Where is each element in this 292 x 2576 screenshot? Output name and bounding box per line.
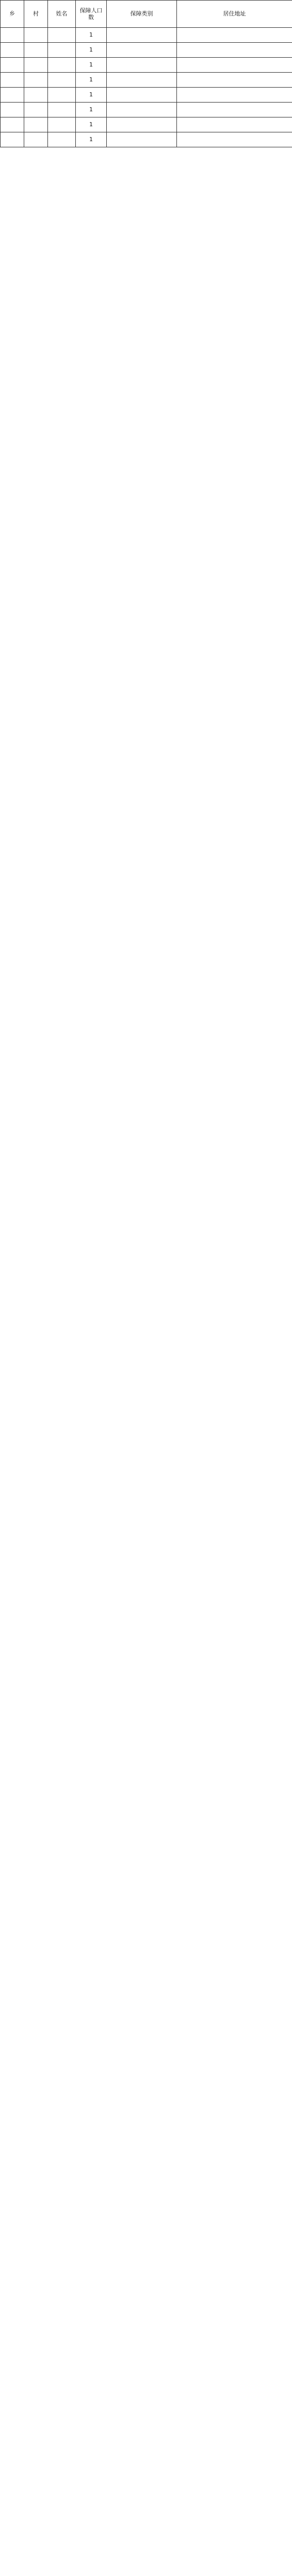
cell-category	[107, 58, 177, 73]
cell-township	[1, 58, 24, 73]
cell-address	[177, 28, 292, 43]
table-row	[1, 132, 292, 147]
cell-population: 1	[76, 73, 107, 88]
table-row	[1, 43, 292, 58]
cell-population: 1	[76, 28, 107, 43]
header-township: 乡	[1, 1, 24, 28]
header-population: 保障人口数	[76, 1, 107, 28]
table-header-row	[1, 1, 292, 28]
cell-village	[24, 73, 48, 88]
cell-address	[177, 43, 292, 58]
cell-population: 1	[76, 88, 107, 103]
cell-address	[177, 58, 292, 73]
cell-township	[1, 88, 24, 103]
table-row	[1, 58, 292, 73]
cell-name	[48, 43, 76, 58]
cell-village	[24, 28, 48, 43]
cell-village	[24, 43, 48, 58]
cell-address	[177, 103, 292, 117]
table-row	[1, 103, 292, 117]
cell-village	[24, 88, 48, 103]
header-village: 村	[24, 1, 48, 28]
cell-village	[24, 103, 48, 117]
cell-township	[1, 73, 24, 88]
cell-category	[107, 73, 177, 88]
cell-name	[48, 117, 76, 132]
cell-address	[177, 132, 292, 147]
cell-township	[1, 28, 24, 43]
cell-township	[1, 132, 24, 147]
cell-name	[48, 103, 76, 117]
cell-township	[1, 43, 24, 58]
cell-village	[24, 117, 48, 132]
table-body	[1, 28, 292, 147]
cell-category	[107, 103, 177, 117]
cell-name	[48, 88, 76, 103]
table-row	[1, 73, 292, 88]
cell-village	[24, 58, 48, 73]
data-table	[0, 0, 292, 147]
cell-population: 1	[76, 58, 107, 73]
cell-name	[48, 132, 76, 147]
cell-name	[48, 58, 76, 73]
cell-category	[107, 28, 177, 43]
table-row	[1, 88, 292, 103]
table-row	[1, 117, 292, 132]
cell-name	[48, 28, 76, 43]
cell-name	[48, 73, 76, 88]
cell-village	[24, 132, 48, 147]
header-address: 居住地址	[177, 1, 292, 28]
cell-population: 1	[76, 132, 107, 147]
cell-category	[107, 88, 177, 103]
cell-address	[177, 88, 292, 103]
header-category: 保障类别	[107, 1, 177, 28]
cell-population: 1	[76, 103, 107, 117]
cell-township	[1, 103, 24, 117]
cell-address	[177, 73, 292, 88]
cell-category	[107, 132, 177, 147]
cell-population: 1	[76, 117, 107, 132]
header-name: 姓名	[48, 1, 76, 28]
cell-population: 1	[76, 43, 107, 58]
document-sheet	[0, 0, 292, 147]
cell-category	[107, 117, 177, 132]
cell-township	[1, 117, 24, 132]
table-row	[1, 28, 292, 43]
cell-address	[177, 117, 292, 132]
cell-category	[107, 43, 177, 58]
